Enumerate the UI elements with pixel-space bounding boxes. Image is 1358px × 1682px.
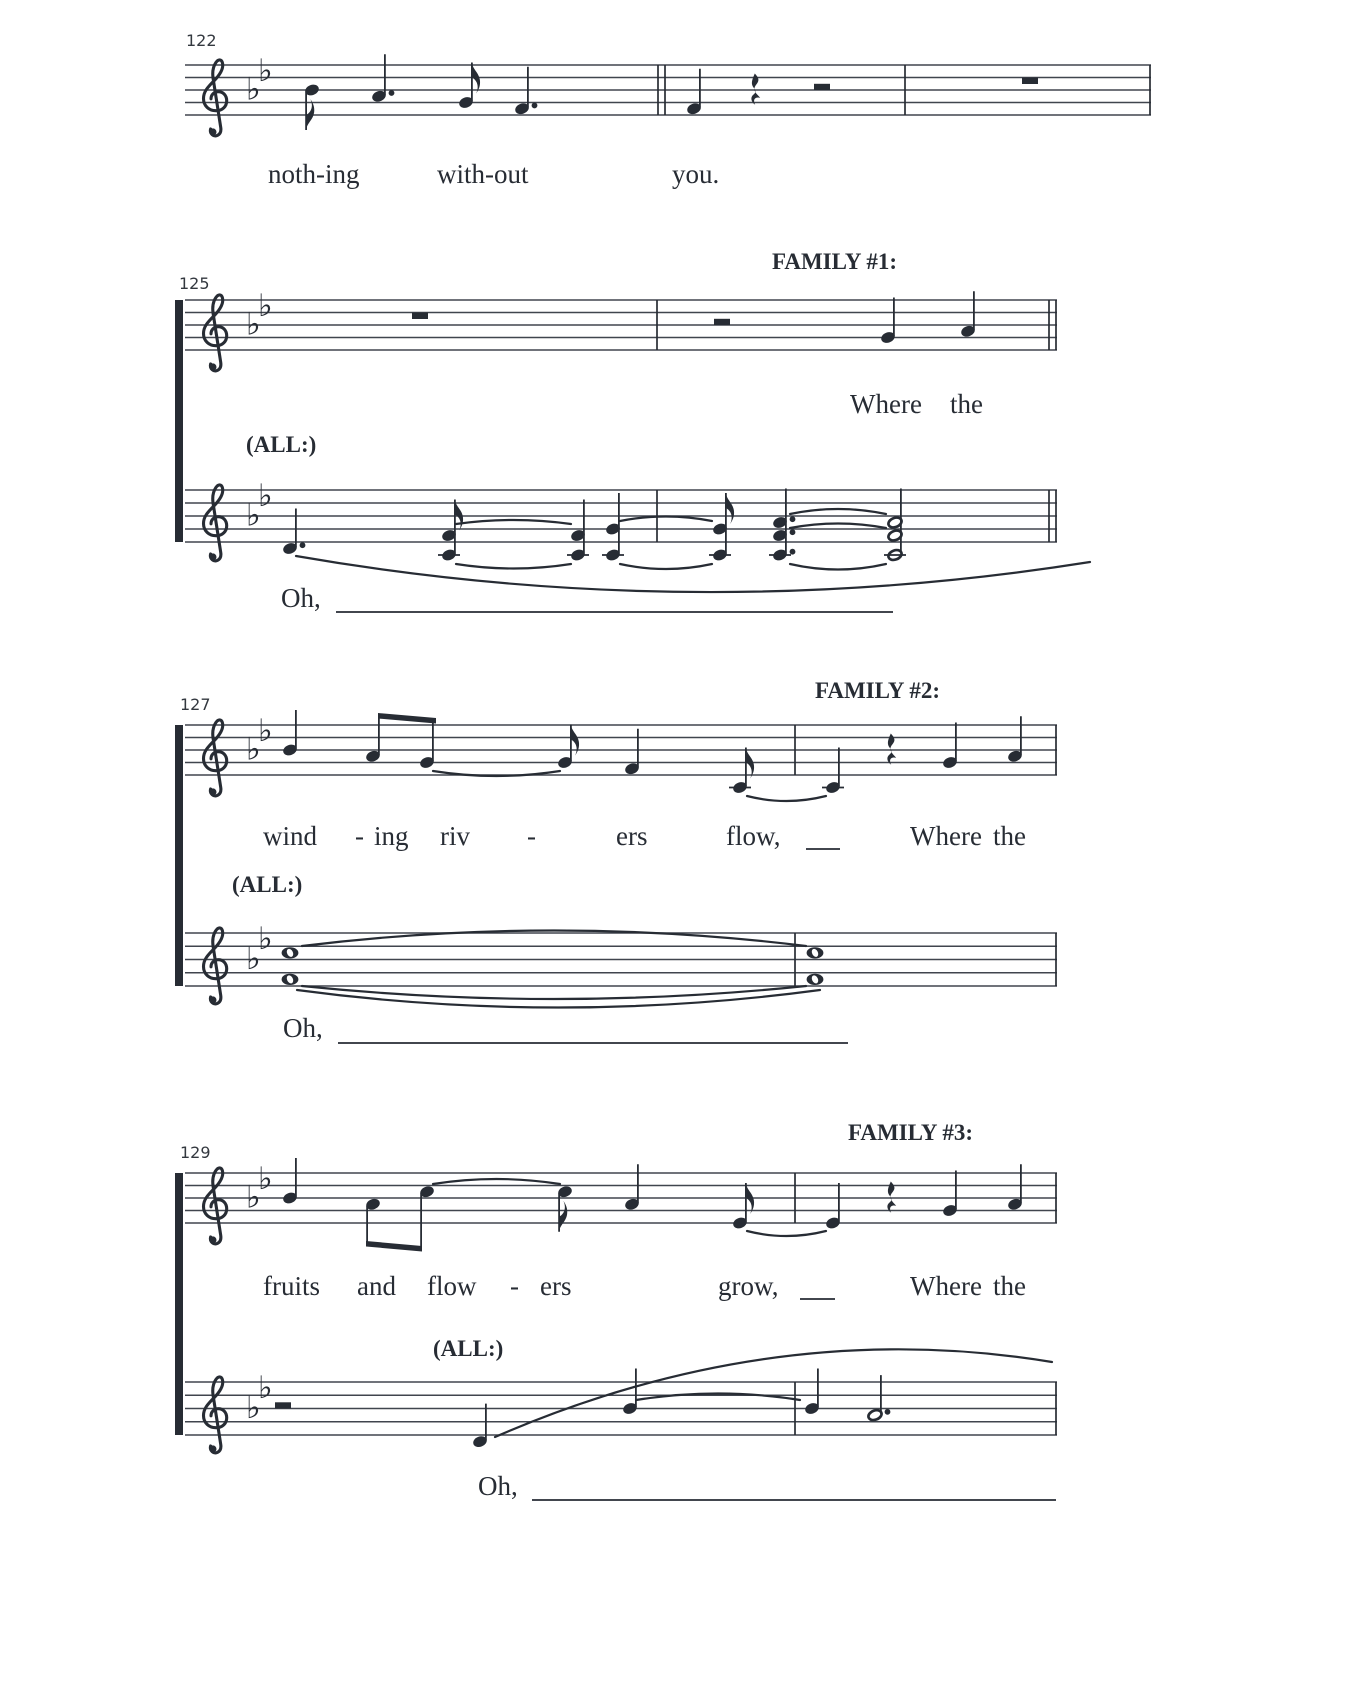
eighth-flag-icon xyxy=(571,725,579,756)
lyric-text: Where xyxy=(910,1271,982,1301)
section-label: FAMILY #1: xyxy=(772,249,898,274)
system-barline xyxy=(175,300,183,542)
lyric-text: flow xyxy=(427,1271,477,1301)
lyric-text: - xyxy=(510,1271,519,1301)
treble-clef-icon xyxy=(204,60,227,136)
tie-slur-curve xyxy=(790,524,886,529)
system-127-staff xyxy=(185,710,1057,801)
lyric-text: and xyxy=(357,1271,396,1301)
lyric-text: - xyxy=(527,821,536,851)
measure-number: 122 xyxy=(186,31,217,50)
lyric-text: - xyxy=(355,821,364,851)
flat-sign-icon: ♭ xyxy=(258,1160,273,1197)
flat-sign-icon: ♭ xyxy=(258,52,273,89)
lyric-text: noth-ing xyxy=(268,159,360,189)
flat-sign-icon: ♭ xyxy=(258,1370,273,1407)
eighth-flag-icon xyxy=(746,748,754,779)
flat-sign-icon: ♭ xyxy=(258,287,273,324)
beam xyxy=(366,1241,422,1252)
lyric-text: the xyxy=(993,821,1026,851)
system-129-staff xyxy=(185,1158,1057,1252)
eighth-flag-icon xyxy=(472,63,480,94)
system-127-staff xyxy=(185,921,1057,1007)
lyric-text: Where xyxy=(850,389,922,419)
tie-slur-curve xyxy=(433,1179,560,1184)
tie-slur-curve xyxy=(620,564,712,569)
augmentation-dot xyxy=(790,549,796,555)
tie-slur-curve xyxy=(747,1231,826,1236)
augmentation-dot xyxy=(790,529,796,535)
measure-number: 125 xyxy=(179,274,210,293)
lyric-text: fruits xyxy=(263,1271,320,1301)
system-barline xyxy=(175,725,183,986)
tie-slur-curve xyxy=(296,556,1090,592)
system-122-staff xyxy=(185,53,1151,136)
system-barline xyxy=(175,1173,183,1435)
tie-slur-curve xyxy=(456,564,571,569)
augmentation-dot xyxy=(300,542,306,548)
lyric-text: Where xyxy=(910,821,982,851)
lyric-text: Oh, xyxy=(478,1471,518,1501)
augmentation-dot xyxy=(389,90,395,96)
flat-sign-icon: ♭ xyxy=(246,497,261,534)
ensemble-label: (ALL:) xyxy=(246,432,317,457)
system-125-staff xyxy=(185,288,1057,371)
flat-sign-icon: ♭ xyxy=(258,921,273,958)
flat-sign-icon: ♭ xyxy=(246,306,261,343)
augmentation-dot xyxy=(790,516,796,522)
tie-slur-curve xyxy=(495,1349,1052,1437)
section-label: FAMILY #3: xyxy=(848,1120,974,1145)
tie-slur-curve xyxy=(302,986,806,999)
measure-number: 129 xyxy=(180,1143,211,1162)
measure-number: 127 xyxy=(180,695,211,714)
treble-clef-icon xyxy=(204,1168,227,1244)
treble-clef-icon xyxy=(204,485,227,561)
system-129-staff xyxy=(185,1349,1057,1453)
lyric-text: ers xyxy=(540,1271,572,1301)
half-rest-icon xyxy=(814,84,830,90)
augmentation-dot xyxy=(532,103,538,109)
lyric-text: Oh, xyxy=(283,1013,323,1043)
eighth-flag-icon xyxy=(306,99,314,130)
ensemble-label: (ALL:) xyxy=(433,1336,504,1361)
whole-rest-icon xyxy=(1022,78,1038,85)
flat-sign-icon: ♭ xyxy=(246,731,261,768)
eighth-flag-icon xyxy=(455,500,463,531)
eighth-flag-icon xyxy=(559,1201,567,1232)
tie-slur-curve xyxy=(790,509,886,514)
lyric-text: flow, xyxy=(726,821,781,851)
lyric-text: wind xyxy=(263,821,317,851)
eighth-flag-icon xyxy=(746,1183,754,1214)
ensemble-label: (ALL:) xyxy=(232,872,303,897)
lyric-text: grow, xyxy=(718,1271,779,1301)
tie-slur-curve xyxy=(747,796,826,801)
lyric-text: Oh, xyxy=(281,583,321,613)
lyric-text: ers xyxy=(616,821,648,851)
flat-sign-icon: ♭ xyxy=(246,1179,261,1216)
treble-clef-icon xyxy=(204,928,227,1004)
tie-slur-curve xyxy=(790,564,886,570)
augmentation-dot xyxy=(885,1409,891,1415)
system-125-staff xyxy=(185,478,1090,592)
flat-sign-icon: ♭ xyxy=(246,71,261,108)
treble-clef-icon xyxy=(204,720,227,796)
lyric-text: the xyxy=(950,389,983,419)
whole-rest-icon xyxy=(412,313,428,320)
lyric-text: ing xyxy=(374,821,409,851)
lyric-text: you. xyxy=(672,159,720,189)
flat-sign-icon: ♭ xyxy=(258,478,273,514)
treble-clef-icon xyxy=(204,1377,227,1453)
tie-slur-curve xyxy=(456,520,571,524)
half-rest-icon xyxy=(275,1402,291,1408)
section-label: FAMILY #2: xyxy=(815,678,941,703)
tie-slur-curve xyxy=(620,517,712,522)
flat-sign-icon: ♭ xyxy=(258,712,273,749)
half-rest-icon xyxy=(714,319,730,325)
flat-sign-icon: ♭ xyxy=(246,1390,261,1426)
lyric-text: the xyxy=(993,1271,1026,1301)
flat-sign-icon: ♭ xyxy=(246,941,261,977)
lyric-text: with-out xyxy=(437,159,529,189)
lyric-text: riv xyxy=(440,821,470,851)
eighth-flag-icon xyxy=(726,493,734,524)
beam xyxy=(378,713,436,724)
treble-clef-icon xyxy=(204,295,227,371)
